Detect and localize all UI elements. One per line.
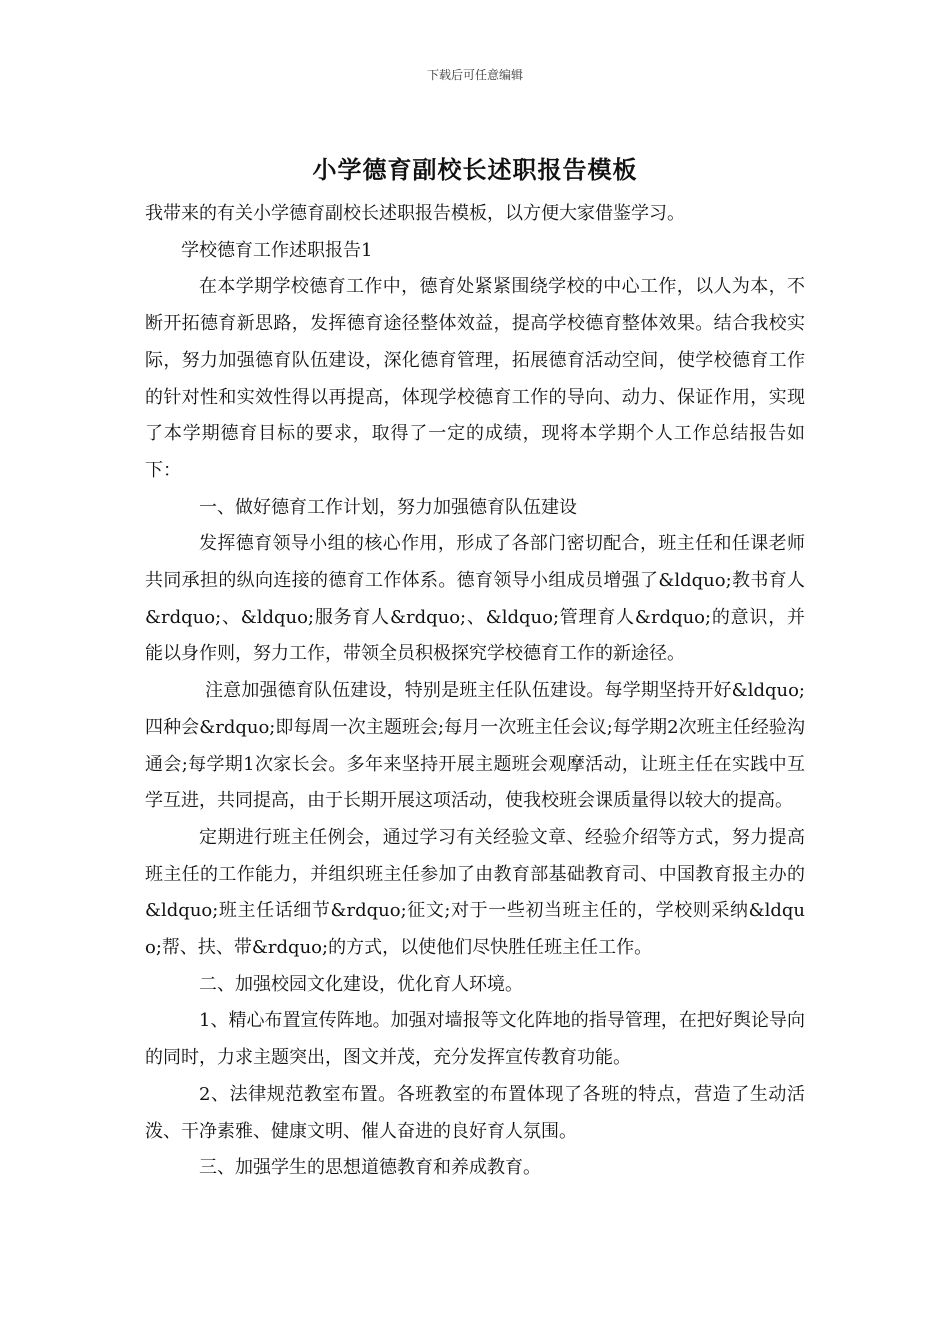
document-title: 小学德育副校长述职报告模板 <box>312 155 638 184</box>
section-heading-1: 一、做好德育工作计划，努力加强德育队伍建设 <box>199 496 577 518</box>
intro-paragraph: 我带来的有关小学德育副校长述职报告模板，以方便大家借鉴学习。 <box>145 203 685 224</box>
paragraph-classroom: 2、法律规范教室布置。各班教室的布置体现了各班的特点，营造了生动活泼、干净素雅、健康文明、催人奋进的良好育人氛围。 <box>145 1083 805 1142</box>
paragraph-team-building: 注意加强德育队伍建设，特别是班主任队伍建设。每学期坚持开好&ldquo;四种会&rdquo;即每周一次主题班会;每月一次班主任会议;每学期2次班主任经验沟通会;每学期1次家长会。多年来坚持开展主题班会观摩活动，让班主任在实践中互学互进，共同提高，由于长期开展这项活动，使我校班会课质量得以较大的提高。 <box>145 680 805 812</box>
report-subtitle: 学校德育工作述职报告1 <box>181 239 373 261</box>
section-heading-3: 三、加强学生的思想道德教育和养成教育。 <box>199 1157 541 1179</box>
paragraph-overview: 在本学期学校德育工作中，德育处紧紧围绕学校的中心工作，以人为本，不断开拓德育新思路，发挥德育途径整体效益，提高学校德育整体效果。结合我校实际，努力加强德育队伍建设，深化德育管理，拓展德育活动空间，使学校德育工作的针对性和实效性得以再提高，体现学校德育工作的导向、动力、保证作用，实现了本学期德育目标的要求，取得了一定的成绩，现将本学期个人工作总结报告如下： <box>145 276 805 481</box>
paragraph-leadership: 发挥德育领导小组的核心作用，形成了各部门密切配合，班主任和任课老师共同承担的纵向连接的德育工作体系。德育领导小组成员增强了&ldquo;教书育人&rdquo;、&ldquo;服务育人&rdquo;、&ldquo;管理育人&rdquo;的意识，并能以身作则，努力工作，带领全员积极探究学校德育工作的新途径。 <box>145 533 805 665</box>
document-body <box>145 196 805 1187</box>
paragraph-meetings: 定期进行班主任例会，通过学习有关经验文章、经验介绍等方式，努力提高班主任的工作能力，并组织班主任参加了由教育部基础教育司、中国教育报主办的&ldquo;班主任话细节&rdquo;征文;对于一些初当班主任的，学校则采纳&ldquo;帮、扶、带&rdquo;的方式，以使他们尽快胜任班主任工作。 <box>145 826 805 959</box>
section-heading-2: 二、加强校园文化建设，优化育人环境。 <box>199 973 523 995</box>
paragraph-publicity: 1、精心布置宣传阵地。加强对墙报等文化阵地的指导管理，在把好舆论导向的同时，力求主题突出，图文并茂，充分发挥宣传教育功能。 <box>145 1010 805 1069</box>
page-header-note: 下载后可任意编辑 <box>426 68 523 82</box>
